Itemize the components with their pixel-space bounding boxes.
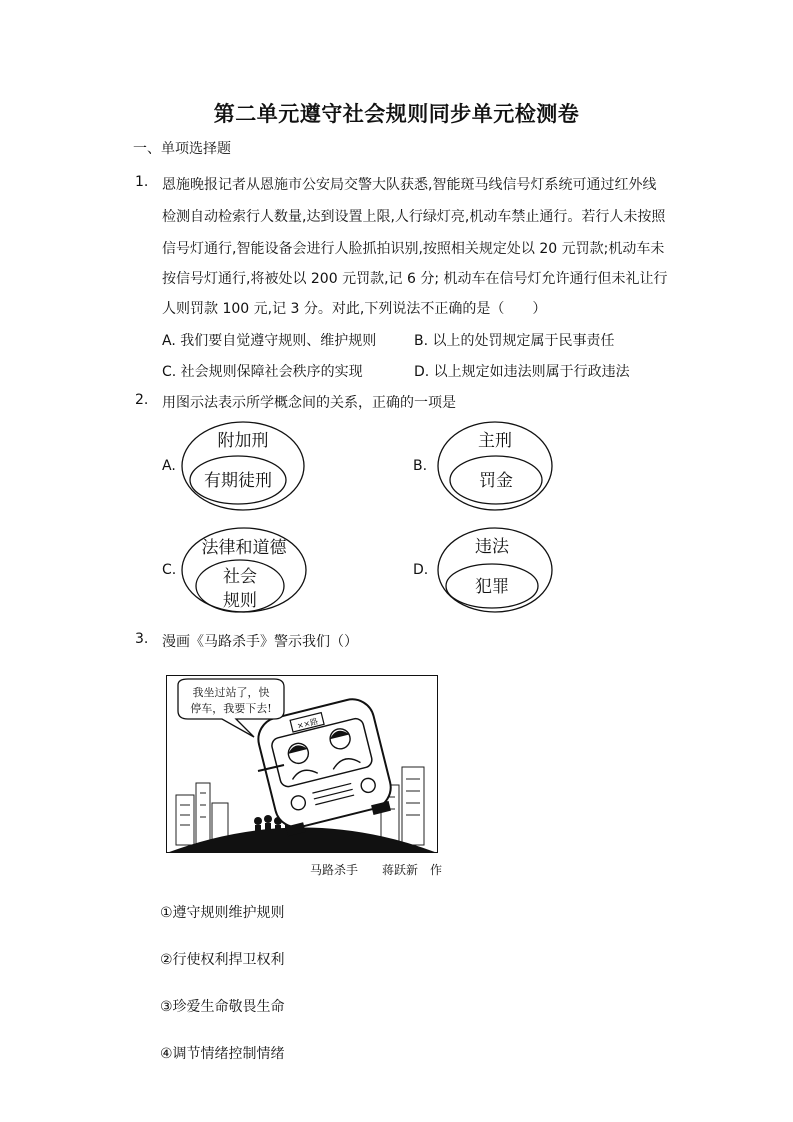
diagram-a-inner-text: 有期徒刑 [204,471,272,491]
diagram-b [436,420,554,512]
question-1-option-d: D. 以上规定如违法则属于行政违法 [414,364,630,380]
diagram-c-inner-text-1: 社会 [223,567,257,587]
question-1-option-b: B. 以上的处罚规定属于民事责任 [414,333,615,349]
question-2-line-1: 用图示法表示所学概念间的关系，正确的一项是 [162,395,456,411]
question-3-number: 3. [135,631,149,647]
diagram-a [180,420,306,512]
cartoon-speech-line-1: 我坐过站了，快 [192,686,270,699]
road-killer-cartoon [166,675,438,853]
cartoon-bus-sign: ××路 [295,716,319,731]
diagram-a-label: A. [162,458,176,474]
question-3-item-3: ③珍爱生命敬畏生命 [160,999,285,1015]
question-1-line-1: 恩施晚报记者从恩施市公安局交警大队获悉,智能斑马线信号灯系统可通过红外线 [162,177,657,193]
question-1-line-5: 人则罚款 100 元,记 3 分。对此,下列说法不正确的是（ ） [162,301,547,317]
question-3-item-4: ④调节情绪控制情绪 [160,1046,285,1062]
question-3-item-1: ①遵守规则维护规则 [160,905,285,921]
page-title: 第二单元遵守社会规则同步单元检测卷 [213,101,580,126]
diagram-a-outer-text: 附加刑 [217,431,269,451]
diagram-c-inner-text-2: 规则 [223,591,257,611]
question-1-line-3: 信号灯通行,智能设备会进行人脸抓拍识别,按照相关规定处以 20 元罚款;机动车未 [162,241,665,257]
diagram-c-outer-text: 法律和道德 [201,538,287,558]
diagram-d-inner-text: 犯罪 [475,577,509,597]
cartoon-speech-line-2: 停车，我要下去! [190,702,272,715]
diagram-d-outer-text: 违法 [475,537,509,557]
diagram-d-label: D. [413,562,429,578]
cartoon-caption: 马路杀手 蒋跃新 作 [310,863,443,877]
section-heading: 一、单项选择题 [133,141,231,157]
question-1-line-2: 检测自动检索行人数量,达到设置上限,人行绿灯亮,机动车禁止通行。若行人未按照 [162,209,666,225]
diagram-d [436,526,554,614]
question-1-option-c: C. 社会规则保障社会秩序的实现 [162,364,363,380]
diagram-c [180,526,308,614]
question-3-line-1: 漫画《马路杀手》警示我们（） [162,634,358,650]
question-1-line-4: 按信号灯通行,将被处以 200 元罚款,记 6 分; 机动车在信号灯允许通行但未礼让行 [162,271,668,287]
diagram-c-label: C. [162,562,177,578]
diagram-b-outer-text: 主刑 [478,431,512,451]
diagram-b-inner-text: 罚金 [479,471,513,491]
question-2-number: 2. [135,392,149,408]
question-3-item-2: ②行使权利捍卫权利 [160,952,285,968]
question-1-number: 1. [135,174,149,190]
question-1-option-a: A. 我们要自觉遵守规则、维护规则 [162,333,377,349]
diagram-b-label: B. [413,458,428,474]
